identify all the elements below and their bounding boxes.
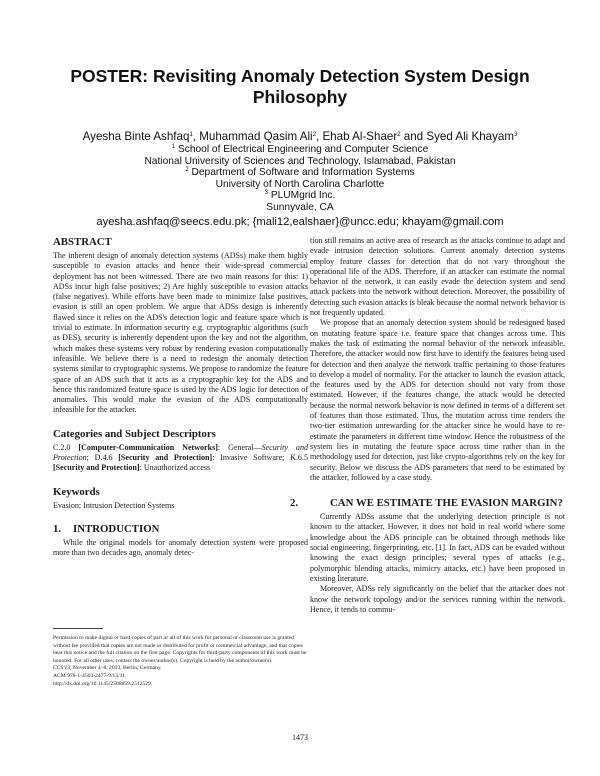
category-code: ; D.4.6 <box>86 453 119 463</box>
affiliation-sup: 2 <box>185 167 189 174</box>
author-sup: 2 <box>312 132 316 138</box>
section-number: 2. <box>290 497 299 510</box>
category-bold: [Security and Protection] <box>118 453 213 463</box>
conference-line <box>53 665 308 673</box>
categories-heading: Categories and Subject Descriptors <box>53 427 216 440</box>
conference-name: CCS'13, <box>53 665 72 672</box>
introduction-heading <box>53 523 308 535</box>
category-text: : General— <box>217 442 262 452</box>
left-column <box>53 236 308 567</box>
conference-details: November 4–8, 2013, Berlin, Germany. <box>71 665 162 672</box>
introduction-paragraph-2: We propose that an anomaly detection system should be redesigned based on mutating feature space i.e. feature space that changes across time. This makes the task of estimating the normal behavior of the network infeasible. Therefore, the attacker would now first have to identify the features being used for detection and then analyze the network traffic pertaining to those features to develop a model of normality. For the attacker to launch the evasion attack, the features used by the ADS for detection should not vary from those estimated. However, if the features change, the attack would be detected because the normal network behavior is now defined in terms of a different set of features than those estimated. Thus, the mutation across time renders the two-tier estimation unrewarding for the attacker since he would have to re-estimate the parameters in different time window. Hence the robustness of the system lies in mutating the feature space across time rather than in the methodology used for detection, just like crypto-algorithms rely on the key for security. Below we discuss the ADS parameters that need to be estimated by the attacker, followed by a case study. <box>310 318 565 482</box>
author-name: Syed Ali Khayam <box>426 130 514 143</box>
abstract-heading: ABSTRACT <box>53 236 112 248</box>
category-text: : Unauthorized access <box>139 463 211 473</box>
author-emails: ayesha.ashfaq@seecs.edu.pk; {mali12,ealshaer}@uncc.edu; khayam@gmail.com <box>96 215 504 228</box>
affiliation-line: PLUMgrid Inc. <box>270 190 336 202</box>
footnote-rule <box>53 628 103 629</box>
right-column <box>290 236 565 623</box>
keywords-heading: Keywords <box>53 485 100 498</box>
keywords-text: Evasion; Intrusion Detection Systems <box>53 500 175 510</box>
section-2-paragraph-2: Moreover, ADSs rely significantly on the belief that the attacker does not know the network topology and/or the services running within the network. Hence, it tends to commu- <box>310 584 565 614</box>
affiliation-line: Department of Software and Information Systems <box>191 167 415 179</box>
category-bold: [Computer-Communication Networks] <box>78 442 218 452</box>
categories-section <box>53 428 308 474</box>
author-name: Ayesha Binte Ashfaq <box>82 130 190 143</box>
author-sup: 2 <box>397 132 401 138</box>
author-sep: , <box>192 130 200 143</box>
author-sup: 1 <box>189 132 193 138</box>
categories-text <box>53 443 308 474</box>
affiliation-3 <box>30 190 570 202</box>
section-title: INTRODUCTION <box>73 522 160 535</box>
section-title: CAN WE ESTIMATE THE EVASION MARGIN? <box>330 497 563 510</box>
doi-link: http://dx.doi.org/10.1145/2508859.2512529. <box>53 680 153 687</box>
permission-text: Permission to make digital or hard copies of part or all of this work for personal or classroom use is granted without fee provided that copies are not made or distributed for profit or commercial advantage, and that copies bear this notice and the full citation on the first page. Copyrights for third-party components of this work must be honored. For all other uses, contact the owner/author(s). Copyright is held by the author/owner(s). <box>53 635 307 664</box>
keywords-section <box>53 486 308 511</box>
category-italic: Security and Protection <box>53 442 308 463</box>
section-2-heading <box>290 497 565 510</box>
paper-title: POSTER: Revisiting Anomaly Detection System Design Philosophy <box>70 66 530 107</box>
section-2-paragraph-1: Currently ADSs assume that the underlying detection principle is not known to the attacker. However, it does not hold in real world where some knowledge about the ADS principle can be obtained through methods like social engineering, fingerprinting, etc. [1]. In fact, ADS can be evaded without knowing the exact design principles; several types of attacks (e.g., polymorphic blending attacks, mimicry attacks, etc.) have been proposed in existing literature. <box>310 512 565 583</box>
permission-notice <box>53 628 308 688</box>
abstract-text: The inherent design of anomaly detection systems (ADSs) make them highly susceptible to evasion attacks and hence their wide-spread commercial deployment has not been witnessed. There are two main reasons for this: 1) ADSs incur high false positives; 2) Are highly susceptible to evasion attacks (false negatives). While efforts have been made to minimize false positives, evasion is still an open problem. We argue that ADSs design is inherently flawed since it relies on the ADS's detection logic and feature space which is trivial to estimate. In information security e.g. cryptographic algorithms (such as DES), security is inherently dependent upon the key and not the algorithm, which makes these systems very robust by rendering evasion computationally infeasible. We believe there is a need to redesign the anomaly detection systems similar to cryptographic systems. We propose to randomize the feature space of an ADS such that it acts as a cryptographic key for the ADS and hence this randomized feature space is used by the ADS logic for detection of anomalies. This would make the evasion of the ADS computationally infeasible for the attacker. <box>53 251 308 415</box>
section-number: 1. <box>53 522 62 535</box>
author-names <box>30 130 570 143</box>
author-name: Muhammad Qasim Ali <box>199 130 313 143</box>
category-text: : Invasive Software; K.6.5 <box>212 453 308 463</box>
author-sep: and <box>400 130 427 143</box>
introduction-paragraph-1-cont: tion still remains an active area of research as the attacks continue to adapt and evade intrusion detection solutions. Current anomaly detection systems employ feature classes for detection that do not vary throughout the operational life of the ADS. Therefore, if an attacker can estimate the normal behavior of the network, it can easily evade the detection system and send attack packets into the network without detection. Moreover, the possibility of detecting such evasion attacks is bleak because the normal network behavior is not frequently updated. <box>310 236 565 318</box>
affiliation-1 <box>30 144 570 156</box>
affiliation-2-line2: University of North Carolina Charlotte <box>215 178 385 190</box>
page-number: 1473 <box>292 733 308 742</box>
affiliation-1-line2: National University of Sciences and Technology, Islamabad, Pakistan <box>144 155 456 167</box>
category-code: C.2.0 <box>53 442 79 452</box>
introduction-paragraph-1: While the original models for anomaly detection system were proposed more than two decades ago, anomaly detec- <box>53 537 308 558</box>
introduction-section <box>53 523 308 559</box>
affiliation-2 <box>30 167 570 179</box>
author-block <box>30 130 570 229</box>
affiliation-sup: 3 <box>264 190 268 197</box>
affiliation-3-line2: Sunnyvale, CA <box>266 201 334 213</box>
section-2 <box>290 497 565 615</box>
acm-isbn: ACM 978-1-4503-2477-9/13/11. <box>53 672 127 679</box>
affiliation-sup: 1 <box>171 144 176 150</box>
author-name: Ehab Al-Shaer <box>322 130 398 143</box>
affiliation-line: School of Electrical Engineering and Computer Science <box>177 144 429 155</box>
abstract-section <box>53 236 308 416</box>
category-bold: [Security and Protection] <box>53 463 140 473</box>
author-sep: , <box>315 130 323 143</box>
author-sup: 3 <box>514 132 518 138</box>
